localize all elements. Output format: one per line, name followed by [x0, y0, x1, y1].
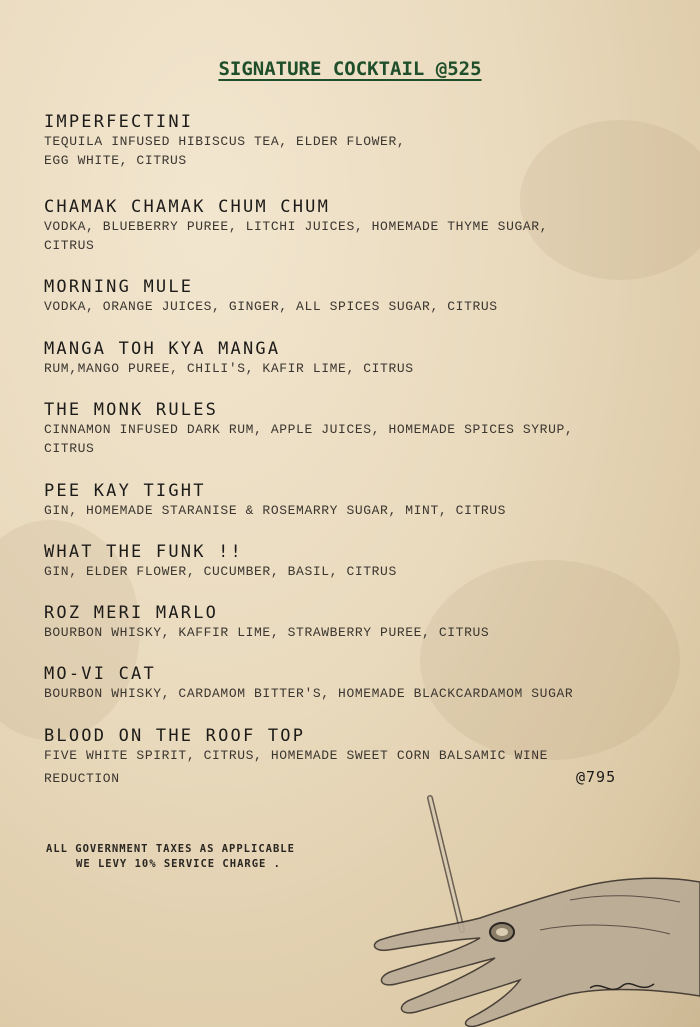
item-name: BLOOD ON THE ROOF TOP — [44, 726, 306, 746]
item-name: MORNING MULE — [44, 277, 194, 297]
menu-item — [44, 664, 684, 703]
item-name: IMPERFECTINI — [44, 112, 194, 132]
item-name: PEE KAY TIGHT — [44, 481, 206, 501]
item-name: ROZ MERI MARLO — [44, 603, 219, 623]
item-desc: RUM,MANGO PUREE, CHILI'S, KAFIR LIME, CITRUS — [44, 361, 414, 376]
menu-item — [44, 197, 684, 255]
item-desc: TEQUILA INFUSED HIBISCUS TEA, ELDER FLOWER, — [44, 134, 406, 149]
service-charge-line: WE LEVY 10% SERVICE CHARGE . — [76, 858, 282, 870]
menu-item — [44, 277, 684, 316]
item-desc: GIN, ELDER FLOWER, CUCUMBER, BASIL, CITRUS — [44, 564, 397, 579]
menu-item — [44, 339, 684, 378]
item-desc: VODKA, BLUEBERRY PUREE, LITCHI JUICES, HOMEMADE THYME SUGAR, — [44, 219, 549, 234]
menu-item — [44, 603, 684, 642]
item-name: THE MONK RULES — [44, 400, 219, 420]
item-name: WHAT THE FUNK !! — [44, 542, 243, 562]
item-desc: BOURBON WHISKY, KAFFIR LIME, STRAWBERRY PUREE, CITRUS — [44, 625, 490, 640]
item-name: MANGA TOH KYA MANGA — [44, 339, 281, 359]
item-name: MO-VI CAT — [44, 664, 156, 684]
menu-item — [44, 542, 684, 581]
item-desc: GIN, HOMEMADE STARANISE & ROSEMARRY SUGAR, MINT, CITRUS — [44, 503, 507, 518]
item-desc: FIVE WHITE SPIRIT, CITRUS, HOMEMADE SWEET CORN BALSAMIC WINE — [44, 748, 549, 763]
menu-item — [44, 481, 684, 520]
tax-line: ALL GOVERNMENT TAXES AS APPLICABLE — [46, 843, 295, 855]
menu-item — [44, 400, 684, 458]
menu-title: SIGNATURE COCKTAIL @525 — [218, 58, 482, 80]
item-desc: CITRUS — [44, 441, 95, 456]
item-desc: BOURBON WHISKY, CARDAMOM BITTER'S, HOMEMADE BLACKCARDAMOM SUGAR — [44, 686, 574, 701]
item-desc: CINNAMON INFUSED DARK RUM, APPLE JUICES, HOMEMADE SPICES SYRUP, — [44, 422, 574, 437]
tax-note — [46, 842, 295, 872]
item-desc: EGG WHITE, CITRUS — [44, 153, 187, 168]
menu-item — [44, 112, 684, 170]
item-desc: VODKA, ORANGE JUICES, GINGER, ALL SPICES SUGAR, CITRUS — [44, 299, 498, 314]
special-price: @795 — [576, 768, 617, 786]
item-desc: REDUCTION — [44, 771, 120, 786]
item-desc: CITRUS — [44, 238, 95, 253]
item-name: CHAMAK CHAMAK CHUM CHUM — [44, 197, 331, 217]
hand-cigarette-illustration — [340, 790, 700, 1027]
